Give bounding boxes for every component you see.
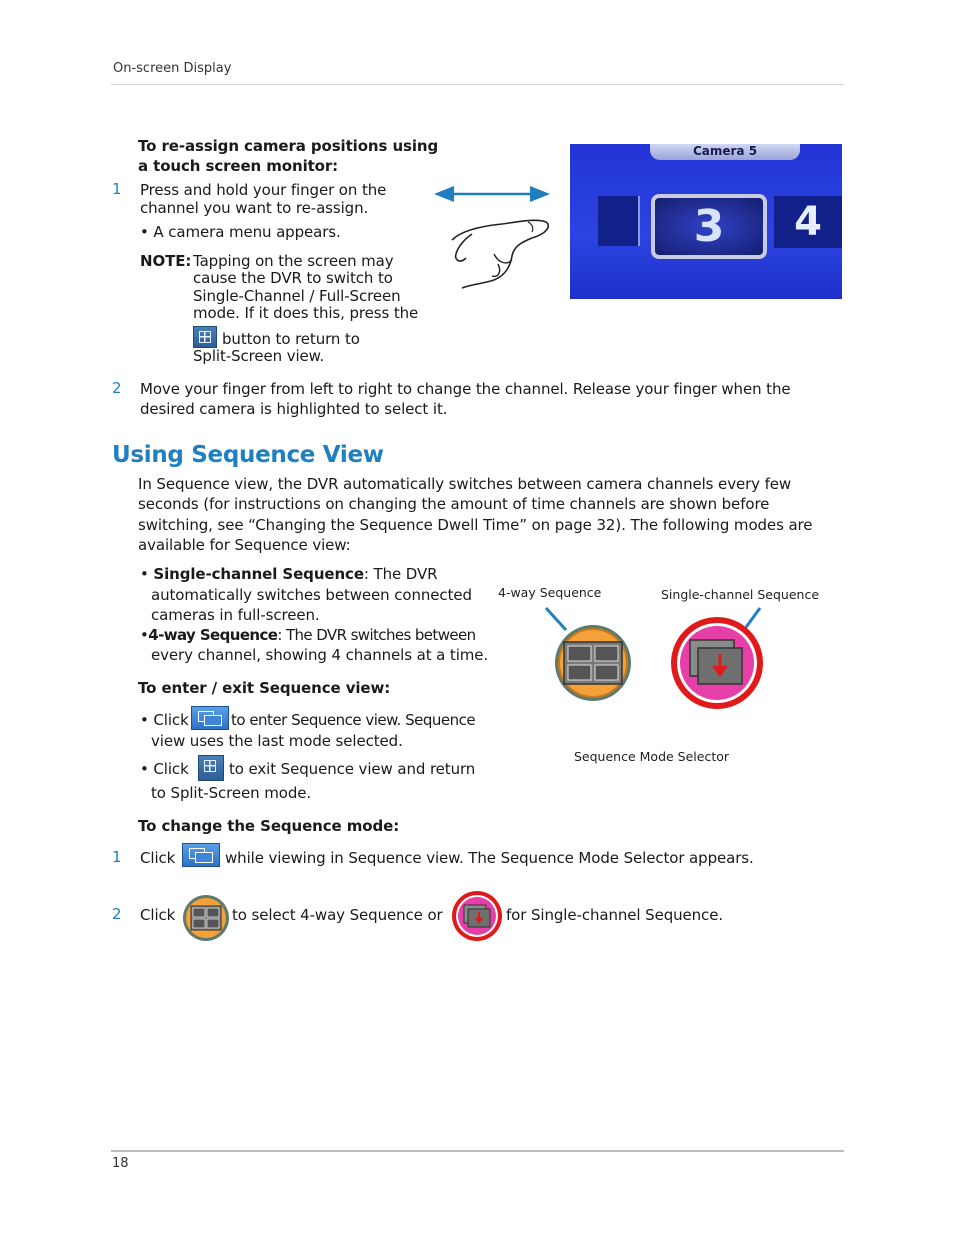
step-number: 1 bbox=[112, 848, 122, 866]
page-number: 18 bbox=[112, 1156, 129, 1171]
step1-line2: channel you want to re-assign. bbox=[140, 199, 369, 217]
channel-tile-selected: 3 bbox=[651, 194, 767, 259]
note-line5: button to return to bbox=[222, 330, 360, 348]
sequence-button-icon bbox=[191, 706, 229, 730]
intro-line2: seconds (for instructions on changing the amount of time channels are shown before bbox=[138, 495, 770, 513]
figure-caption: Sequence Mode Selector bbox=[574, 749, 730, 764]
touch-heading-line2: a touch screen monitor: bbox=[138, 157, 339, 175]
four-line2: every channel, showing 4 channels at a time. bbox=[151, 646, 489, 664]
single-channel-sequence-icon bbox=[452, 887, 502, 945]
enter-exit-heading: To enter / exit Sequence view: bbox=[138, 679, 391, 697]
note-line6: Split-Screen view. bbox=[193, 347, 325, 365]
enter-line2: view uses the last mode selected. bbox=[151, 732, 403, 750]
split-screen-button-icon bbox=[193, 326, 217, 348]
change-step1-rest: while viewing in Sequence view. The Sequence Mode Selector appears. bbox=[225, 849, 754, 867]
exit-line1: to exit Sequence view and return bbox=[229, 760, 476, 778]
note-line4: mode. If it does this, press the bbox=[193, 304, 419, 322]
step2-line2: desired camera is highlighted to select it. bbox=[140, 400, 448, 418]
note-line1: Tapping on the screen may bbox=[193, 252, 394, 270]
change-step2-click: Click bbox=[140, 906, 176, 924]
split-screen-button-icon bbox=[198, 755, 224, 781]
single-line3: cameras in full-screen. bbox=[151, 606, 320, 624]
sequence-mode-selector-image bbox=[540, 600, 780, 725]
channel-tile-left bbox=[598, 196, 640, 246]
swipe-gesture-icon bbox=[432, 180, 556, 300]
step-number: 2 bbox=[112, 379, 122, 397]
change-mode-heading: To change the Sequence mode: bbox=[138, 817, 400, 835]
camera-screen-image bbox=[570, 144, 842, 299]
four-rest1: : The DVR switches between bbox=[277, 626, 476, 644]
intro-line3: switching, see “Changing the Sequence Dwell Time” on page 32). The following modes are bbox=[138, 516, 813, 534]
running-header: On-screen Display bbox=[113, 61, 232, 76]
step-number: 2 bbox=[112, 905, 122, 923]
step1-line1: Press and hold your finger on the bbox=[140, 181, 387, 199]
single-line2: automatically switches between connected bbox=[151, 586, 472, 604]
bullet-single-channel: • Single-channel Sequence: The DVR bbox=[140, 565, 438, 583]
header-rule bbox=[111, 84, 844, 85]
camera-label: Camera 5 bbox=[650, 144, 800, 160]
intro-line1: In Sequence view, the DVR automatically switches between camera channels every few bbox=[138, 475, 792, 493]
change-step2-mid: to select 4-way Sequence or bbox=[232, 906, 443, 924]
figure-label-single: Single-channel Sequence bbox=[661, 587, 820, 602]
enter-line1: to enter Sequence view. Sequence bbox=[231, 711, 476, 729]
step2-line1: Move your finger from left to right to change the channel. Release your finger when the bbox=[140, 380, 791, 398]
step1-bullet: • A camera menu appears. bbox=[140, 223, 341, 241]
change-step1-click: Click bbox=[140, 849, 176, 867]
enter-click: • Click bbox=[140, 711, 189, 729]
note-label: NOTE: bbox=[140, 252, 192, 270]
exit-click: • Click bbox=[140, 760, 189, 778]
note-line3: Single-Channel / Full-Screen bbox=[193, 287, 401, 305]
exit-line2: to Split-Screen mode. bbox=[151, 784, 312, 802]
footer-rule bbox=[111, 1150, 844, 1152]
section-title: Using Sequence View bbox=[112, 442, 384, 468]
note-line2: cause the DVR to switch to bbox=[193, 269, 393, 287]
channel-tile-right: 4 bbox=[774, 196, 842, 248]
single-bold: Single-channel Sequence bbox=[153, 565, 364, 583]
step-number: 1 bbox=[112, 180, 122, 198]
change-step2-end: for Single-channel Sequence. bbox=[506, 906, 724, 924]
figure-label-4way: 4-way Sequence bbox=[498, 585, 602, 600]
intro-line4: available for Sequence view: bbox=[138, 536, 351, 554]
sequence-button-icon bbox=[182, 843, 220, 867]
bullet-4way: •4-way Sequence: The DVR switches between bbox=[140, 626, 476, 644]
touch-heading-line1: To re-assign camera positions using bbox=[138, 137, 439, 155]
four-way-sequence-icon bbox=[183, 891, 229, 945]
single-rest1: : The DVR bbox=[363, 565, 438, 583]
four-bold: 4-way Sequence bbox=[148, 626, 278, 644]
